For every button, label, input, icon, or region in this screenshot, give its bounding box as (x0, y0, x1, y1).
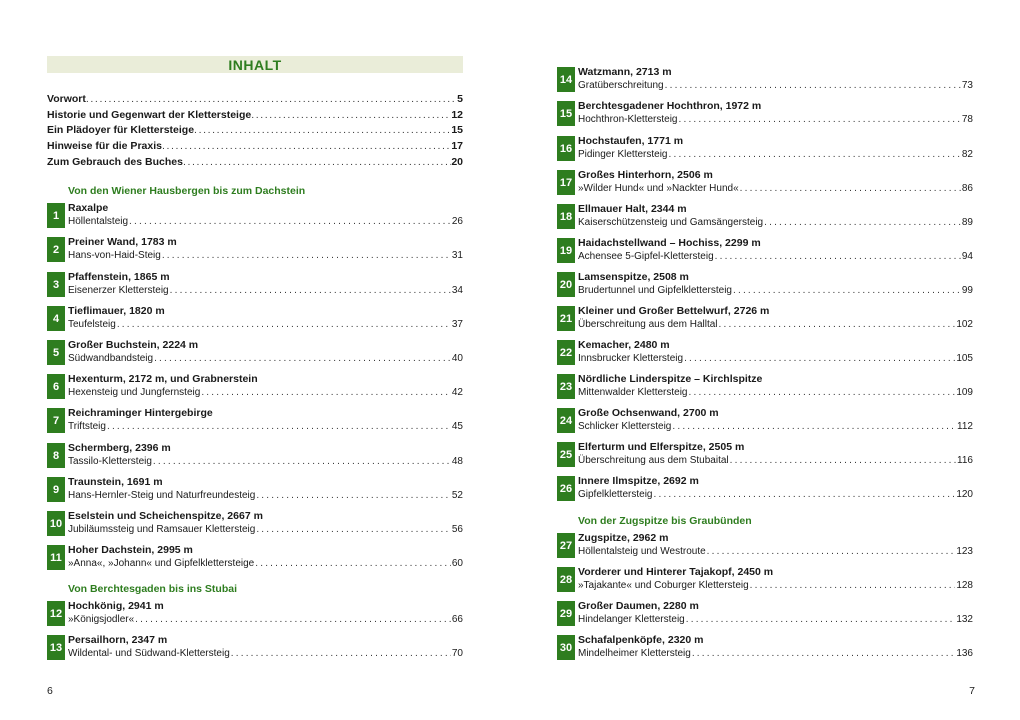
toc-entry[interactable] (47, 340, 463, 366)
toc-entry[interactable] (557, 374, 973, 400)
route-number-badge: 25 (557, 442, 575, 467)
entry-text (68, 339, 463, 365)
route-number-badge: 17 (557, 170, 575, 195)
entry-page: 120 (956, 489, 973, 500)
entry-subtitle: Eisenerzer Klettersteig (68, 285, 169, 296)
leader-dots (707, 545, 956, 558)
entry-title: Reichraminger Hintergebirge (68, 407, 213, 419)
entry-subtitle: Überschreitung aus dem Stubaital (578, 455, 729, 466)
entry-subtitle: Kaiserschützensteig und Gamsängersteig (578, 217, 764, 228)
entry-line (68, 352, 463, 365)
leader-dots (692, 647, 955, 660)
section-heading: Von Berchtesgaden bis ins Stubai (68, 583, 238, 595)
entry-title: Innere Ilmspitze, 2692 m (578, 475, 699, 487)
entry-subtitle: »Königsjodler« (68, 614, 135, 625)
leader-dots (715, 250, 961, 263)
entry-title: Hoher Dachstein, 2995 m (68, 544, 193, 556)
entry-subtitle: Hans-Hernler-Steig und Naturfreundesteig (68, 490, 256, 501)
leader-dots (653, 488, 955, 501)
toc-entry[interactable] (47, 443, 463, 469)
entry-text (578, 407, 973, 433)
leader-dots (86, 93, 457, 105)
entry-subtitle: »Anna«, »Johann« und Gipfelklettersteige (68, 558, 255, 569)
front-page: 15 (451, 124, 463, 136)
leader-dots (719, 318, 956, 331)
left-page (47, 0, 465, 720)
route-number-badge: 16 (557, 136, 575, 161)
entry-text (68, 305, 463, 331)
entry-title: Schafalpenköpfe, 2320 m (578, 634, 704, 646)
entry-subtitle: Überschreitung aus dem Halltal (578, 319, 718, 330)
section-heading: Von den Wiener Hausbergen bis zum Dachstein (68, 185, 306, 197)
section-heading: Von der Zugspitze bis Graubünden (578, 515, 752, 527)
entry-title: Großer Daumen, 2280 m (578, 600, 699, 612)
front-title: Hinweise für die Praxis (47, 140, 162, 152)
toc-entry[interactable] (557, 238, 973, 264)
entry-text (578, 305, 973, 331)
entry-text (68, 202, 463, 228)
entry-line (578, 284, 973, 297)
entry-line (68, 215, 463, 228)
route-number-badge: 15 (557, 101, 575, 126)
entry-title: Lamsenspitze, 2508 m (578, 271, 689, 283)
leader-dots (689, 386, 956, 399)
entry-subtitle: Mindelheimer Klettersteig (578, 648, 691, 659)
entry-line (578, 454, 973, 467)
entry-page: 128 (956, 580, 973, 591)
entry-page: 105 (956, 353, 973, 364)
entry-text (578, 271, 973, 297)
toc-entry[interactable] (557, 408, 973, 434)
toc-entry[interactable] (557, 272, 973, 298)
toc-entry[interactable] (557, 204, 973, 230)
route-number-badge: 3 (47, 272, 65, 297)
route-number-badge: 1 (47, 203, 65, 228)
leader-dots (251, 109, 451, 121)
toc-entry[interactable] (47, 237, 463, 263)
page-number: 7 (969, 685, 975, 697)
entry-line (578, 545, 973, 558)
entry-line (578, 613, 973, 626)
entry-title: Haidachstellwand – Hochiss, 2299 m (578, 237, 761, 249)
front-page: 12 (451, 109, 463, 121)
entry-title: Schermberg, 2396 m (68, 442, 171, 454)
entry-line (68, 455, 463, 468)
entry-page: 73 (961, 80, 973, 91)
entry-line (578, 250, 973, 263)
entry-page: 116 (957, 455, 973, 466)
toc-entry[interactable] (47, 374, 463, 400)
toc-entry[interactable] (47, 306, 463, 332)
entry-text (68, 600, 463, 626)
entry-line (578, 386, 973, 399)
toc-entry[interactable] (557, 567, 973, 593)
entry-text (578, 100, 973, 126)
entry-subtitle: Pidinger Klettersteig (578, 149, 668, 160)
entry-page: 132 (956, 614, 973, 625)
entry-line (578, 488, 973, 501)
entry-line (68, 249, 463, 262)
entry-page: 56 (451, 524, 463, 535)
entry-title: Pfaffenstein, 1865 m (68, 271, 170, 283)
entry-line (578, 352, 973, 365)
route-number-badge: 19 (557, 238, 575, 263)
toc-entry[interactable] (557, 635, 973, 661)
entry-subtitle: Hexensteig und Jungfernsteig (68, 387, 201, 398)
front-entry[interactable] (47, 124, 463, 136)
leader-dots (750, 579, 956, 592)
leader-dots (231, 647, 451, 660)
toc-entry[interactable] (557, 306, 973, 332)
entry-page: 31 (451, 250, 463, 261)
entry-text (68, 373, 463, 399)
route-number-badge: 6 (47, 374, 65, 399)
entry-page: 99 (961, 285, 973, 296)
entry-text (578, 66, 973, 92)
route-number-badge: 2 (47, 237, 65, 262)
entry-page: 48 (451, 456, 463, 467)
entry-title: Tieflimauer, 1820 m (68, 305, 165, 317)
entry-subtitle: Schlicker Klettersteig (578, 421, 672, 432)
entry-title: Kemacher, 2480 m (578, 339, 670, 351)
entry-line (68, 489, 463, 502)
route-number-badge: 5 (47, 340, 65, 365)
front-page: 20 (451, 156, 463, 168)
route-number-badge: 14 (557, 67, 575, 92)
entry-text (578, 339, 973, 365)
route-number-badge: 24 (557, 408, 575, 433)
entry-page: 86 (961, 183, 973, 194)
toc-entry[interactable] (557, 476, 973, 502)
entry-title: Großes Hinterhorn, 2506 m (578, 169, 713, 181)
entry-text (578, 135, 973, 161)
entry-page: 102 (956, 319, 973, 330)
toc-entry[interactable] (557, 136, 973, 162)
entry-page: 112 (957, 421, 973, 432)
entry-subtitle: Teufelsteig (68, 319, 116, 330)
toc-entry[interactable] (47, 511, 463, 537)
route-number-badge: 29 (557, 601, 575, 626)
leader-dots (194, 124, 451, 136)
entry-text (68, 634, 463, 660)
entry-title: Hexenturm, 2172 m, und Grabnerstein (68, 373, 258, 385)
entry-text (578, 237, 973, 263)
entry-subtitle: Höllentalsteig (68, 216, 129, 227)
page-number: 6 (47, 685, 53, 697)
leader-dots (672, 420, 956, 433)
leader-dots (669, 148, 961, 161)
entry-line (68, 557, 463, 570)
entry-title: Watzmann, 2713 m (578, 66, 672, 78)
entry-subtitle: Gipfelklettersteig (578, 489, 653, 500)
entry-title: Eselstein und Scheichenspitze, 2667 m (68, 510, 263, 522)
front-title: Vorwort (47, 93, 86, 105)
entry-title: Großer Buchstein, 2224 m (68, 339, 199, 351)
entry-subtitle: Wildental- und Südwand-Klettersteig (68, 648, 230, 659)
entry-page: 82 (961, 149, 973, 160)
leader-dots (733, 284, 961, 297)
route-number-badge: 23 (557, 374, 575, 399)
entry-line (68, 647, 463, 660)
leader-dots (256, 523, 451, 536)
entry-subtitle: Hindelanger Klettersteig (578, 614, 685, 625)
entry-line (68, 613, 463, 626)
entry-title: Zugspitze, 2962 m (578, 532, 669, 544)
entry-page: 89 (961, 217, 973, 228)
entry-page: 34 (451, 285, 463, 296)
leader-dots (153, 455, 451, 468)
entry-page: 42 (451, 387, 463, 398)
entry-line (578, 647, 973, 660)
entry-text (578, 475, 973, 501)
entry-subtitle: Achensee 5-Gipfel-Klettersteig (578, 251, 714, 262)
route-number-badge: 13 (47, 635, 65, 660)
entry-line (68, 318, 463, 331)
leader-dots (686, 613, 956, 626)
entry-title: Raxalpe (68, 202, 109, 214)
entry-line (68, 386, 463, 399)
toc-entry[interactable] (47, 477, 463, 503)
toc-heading: INHALT (47, 56, 463, 73)
entry-line (578, 79, 973, 92)
entry-title: Kleiner und Großer Bettelwurf, 2726 m (578, 305, 770, 317)
toc-entry[interactable] (47, 272, 463, 298)
entry-subtitle: Jubiläumssteig und Ramsauer Klettersteig (68, 524, 256, 535)
entry-title: Vorderer und Hinterer Tajakopf, 2450 m (578, 566, 774, 578)
front-entry[interactable] (47, 140, 463, 152)
entry-page: 136 (956, 648, 973, 659)
right-page (557, 0, 975, 720)
route-number-badge: 20 (557, 272, 575, 297)
entry-subtitle: »Wilder Hund« und »Nackter Hund« (578, 183, 739, 194)
entry-text (578, 532, 973, 558)
leader-dots (684, 352, 955, 365)
entry-text (68, 442, 463, 468)
entry-text (578, 600, 973, 626)
entry-line (578, 148, 973, 161)
leader-dots (256, 489, 451, 502)
entry-line (578, 216, 973, 229)
entry-title: Hochkönig, 2941 m (68, 600, 164, 612)
entry-page: 78 (961, 114, 973, 125)
front-title: Historie und Gegenwart der Klettersteige (47, 109, 252, 121)
entry-title: Berchtesgadener Hochthron, 1972 m (578, 100, 762, 112)
leader-dots (201, 386, 451, 399)
route-number-badge: 11 (47, 545, 65, 570)
leader-dots (764, 216, 961, 229)
leader-dots (135, 613, 451, 626)
entry-text (68, 476, 463, 502)
toc-entry[interactable] (47, 635, 463, 661)
entry-title: Preiner Wand, 1783 m (68, 236, 177, 248)
entry-subtitle: Höllentalsteig und Westroute (578, 546, 706, 557)
entry-subtitle: Mittenwalder Klettersteig (578, 387, 688, 398)
leader-dots (679, 113, 961, 126)
leader-dots (255, 557, 451, 570)
entry-line (68, 523, 463, 536)
entry-line (68, 284, 463, 297)
entry-line (578, 318, 973, 331)
route-number-badge: 22 (557, 340, 575, 365)
leader-dots (740, 182, 961, 195)
toc-entry[interactable] (557, 533, 973, 559)
toc-entry[interactable] (47, 203, 463, 229)
leader-dots (107, 420, 451, 433)
entry-subtitle: Hans-von-Haid-Steig (68, 250, 161, 261)
entry-title: Elferturm und Elferspitze, 2505 m (578, 441, 745, 453)
entry-text (578, 634, 973, 660)
entry-title: Große Ochsenwand, 2700 m (578, 407, 719, 419)
route-number-badge: 7 (47, 408, 65, 433)
entry-line (578, 182, 973, 195)
route-number-badge: 8 (47, 443, 65, 468)
entry-page: 40 (451, 353, 463, 364)
route-number-badge: 30 (557, 635, 575, 660)
leader-dots (665, 79, 961, 92)
entry-text (578, 373, 973, 399)
entry-title: Ellmauer Halt, 2344 m (578, 203, 687, 215)
entry-page: 26 (451, 216, 463, 227)
entry-subtitle: Südwandbandsteig (68, 353, 154, 364)
leader-dots (129, 215, 451, 228)
entry-page: 66 (451, 614, 463, 625)
front-entry[interactable] (47, 156, 463, 168)
route-number-badge: 26 (557, 476, 575, 501)
entry-subtitle: Gratüberschreitung (578, 80, 664, 91)
entry-title: Nördliche Linderspitze – Kirchlspitze (578, 373, 763, 385)
front-entry[interactable] (47, 109, 463, 121)
entry-subtitle: Hochthron-Klettersteig (578, 114, 678, 125)
entry-text (68, 271, 463, 297)
route-number-badge: 9 (47, 477, 65, 502)
front-entry[interactable] (47, 93, 463, 105)
entry-line (68, 420, 463, 433)
entry-page: 70 (451, 648, 463, 659)
entry-page: 45 (451, 421, 463, 432)
entry-text (578, 566, 973, 592)
toc-entry[interactable] (557, 442, 973, 468)
entry-subtitle: »Tajakante« und Coburger Klettersteig (578, 580, 749, 591)
entry-subtitle: Tassilo-Klettersteig (68, 456, 152, 467)
entry-page: 37 (451, 319, 463, 330)
leader-dots (730, 454, 956, 467)
front-page: 17 (451, 140, 463, 152)
route-number-badge: 4 (47, 306, 65, 331)
entry-text (578, 169, 973, 195)
toc-entry[interactable] (557, 67, 973, 93)
route-number-badge: 21 (557, 306, 575, 331)
route-number-badge: 12 (47, 601, 65, 626)
toc-entry[interactable] (47, 408, 463, 434)
entry-page: 109 (956, 387, 973, 398)
entry-title: Traunstein, 1691 m (68, 476, 163, 488)
leader-dots (183, 156, 451, 168)
leader-dots (162, 140, 451, 152)
route-number-badge: 18 (557, 204, 575, 229)
entry-line (578, 113, 973, 126)
route-number-badge: 28 (557, 567, 575, 592)
entry-page: 60 (451, 558, 463, 569)
front-title: Ein Plädoyer für Klettersteige (47, 124, 195, 136)
entry-line (578, 420, 973, 433)
entry-text (68, 236, 463, 262)
leader-dots (154, 352, 451, 365)
entry-text (68, 544, 463, 570)
route-number-badge: 27 (557, 533, 575, 558)
entry-text (578, 441, 973, 467)
entry-line (578, 579, 973, 592)
entry-subtitle: Brudertunnel und Gipfelklettersteig (578, 285, 732, 296)
entry-text (68, 510, 463, 536)
front-title: Zum Gebrauch des Buches (47, 156, 183, 168)
entry-page: 94 (961, 251, 973, 262)
leader-dots (170, 284, 451, 297)
entry-subtitle: Triftsteig (68, 421, 106, 432)
toc-entry[interactable] (557, 340, 973, 366)
leader-dots (162, 249, 451, 262)
entry-title: Persailhorn, 2347 m (68, 634, 168, 646)
toc-entry[interactable] (557, 170, 973, 196)
entry-title: Hochstaufen, 1771 m (578, 135, 684, 147)
toc-entry[interactable] (557, 101, 973, 127)
front-page: 5 (457, 93, 463, 105)
entry-text (578, 203, 973, 229)
entry-subtitle: Innsbrucker Klettersteig (578, 353, 684, 364)
route-number-badge: 10 (47, 511, 65, 536)
toc-entry[interactable] (47, 601, 463, 627)
toc-entry[interactable] (557, 601, 973, 627)
entry-text (68, 407, 463, 433)
entry-page: 52 (451, 490, 463, 501)
entry-page: 123 (956, 546, 973, 557)
leader-dots (117, 318, 451, 331)
toc-entry[interactable] (47, 545, 463, 571)
